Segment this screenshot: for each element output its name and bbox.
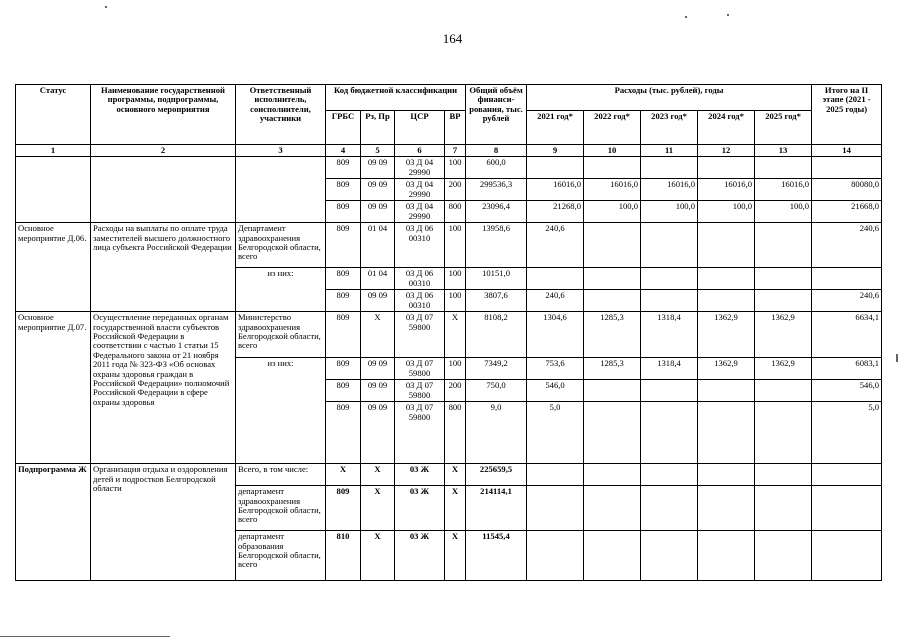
total-cell: 8108,2 [466,312,527,358]
itogo-cell: 6634,1 [812,312,882,358]
rzpr-cell: 09 09 [361,290,395,312]
column-number: 14 [812,145,882,157]
grbs-cell: 809 [326,486,361,531]
csr-cell: 03 Д 06 00310 [395,268,445,290]
name-cell: Организация отдыха и оздоровления детей и подростков Белгородской области [91,464,236,581]
vr-cell: 800 [445,402,466,464]
header-year-2025: 2025 год* [755,111,812,145]
year-2022-cell [584,531,641,581]
table-row [16,312,882,358]
year-2025-cell [755,268,812,290]
year-2023-cell: 1318,4 [641,312,698,358]
year-2022-cell [584,223,641,268]
column-number: 10 [584,145,641,157]
itogo-cell: 546,0 [812,380,882,402]
rzpr-cell: 09 09 [361,402,395,464]
year-2022-cell [584,402,641,464]
year-2022-cell [584,268,641,290]
header-year-2022: 2022 год* [584,111,641,145]
year-2022-cell [584,380,641,402]
rzpr-cell: Х [361,464,395,486]
year-2022-cell: 16016,0 [584,179,641,201]
header-expenses: Расходы (тыс. рублей), годы [527,85,812,111]
itogo-cell [812,464,882,486]
grbs-cell: 809 [326,157,361,179]
csr-cell: 03 Д 06 00310 [395,290,445,312]
year-2023-cell [641,380,698,402]
year-2025-cell [755,402,812,464]
itogo-cell: 5,0 [812,402,882,464]
table-row [16,157,882,179]
rzpr-cell: 01 04 [361,268,395,290]
csr-cell: 03 Д 04 29990 [395,157,445,179]
vr-cell: 200 [445,380,466,402]
csr-cell: 03 Д 04 29990 [395,179,445,201]
year-2022-cell: 1285,3 [584,358,641,380]
rzpr-cell: 09 09 [361,358,395,380]
table-row [16,464,882,486]
year-2025-cell: 100,0 [755,201,812,223]
csr-cell: 03 Ж [395,464,445,486]
year-2025-cell: 16016,0 [755,179,812,201]
total-cell: 13958,6 [466,223,527,268]
header-rzpr: Рз, Пр [361,111,395,145]
year-2021-cell: 240,6 [527,290,584,312]
rzpr-cell: 09 09 [361,380,395,402]
csr-cell: 03 Д 07 59800 [395,402,445,464]
year-2024-cell [698,290,755,312]
grbs-cell: 809 [326,358,361,380]
vr-cell: Х [445,486,466,531]
year-2024-cell [698,402,755,464]
year-2023-cell [641,268,698,290]
grbs-cell: 809 [326,268,361,290]
csr-cell: 03 Д 06 00310 [395,223,445,268]
name-cell: Осуществление переданных органам государственной власти субъектов Российской Федерации в соответствии с частью 1 статьи 15 Федерального закона от 21 ноября 2011 года № 323-ФЗ «Об основах охраны здоровья граждан в Российской Федерации» полномочий Российской Федерации в сфере охраны здоровья [91,312,236,464]
itogo-cell: 240,6 [812,223,882,268]
executor-cell: Министерство здравоохранения Белгородской области, всего [236,312,326,358]
year-2021-cell: 21268,0 [527,201,584,223]
csr-cell: 03 Ж [395,531,445,581]
year-2025-cell [755,290,812,312]
year-2024-cell: 16016,0 [698,179,755,201]
year-2021-cell: 5,0 [527,402,584,464]
year-2023-cell [641,402,698,464]
itogo-cell: 80080,0 [812,179,882,201]
year-2023-cell [641,486,698,531]
grbs-cell: 809 [326,312,361,358]
scan-mark [896,354,898,362]
column-number: 6 [395,145,445,157]
header-year-2021: 2021 год* [527,111,584,145]
grbs-cell: 810 [326,531,361,581]
year-2023-cell [641,223,698,268]
header-budget-code: Код бюджетной классификации [326,85,466,111]
scan-line [0,636,170,637]
year-2024-cell: 1362,9 [698,312,755,358]
itogo-cell: 21668,0 [812,201,882,223]
total-cell: 299536,3 [466,179,527,201]
grbs-cell: 809 [326,223,361,268]
vr-cell: Х [445,312,466,358]
column-number: 8 [466,145,527,157]
year-2023-cell [641,157,698,179]
total-cell: 23096,4 [466,201,527,223]
scan-mark [727,14,729,16]
vr-cell: 800 [445,201,466,223]
grbs-cell: 809 [326,179,361,201]
grbs-cell: 809 [326,290,361,312]
year-2022-cell [584,464,641,486]
year-2021-cell [527,464,584,486]
year-2021-cell [527,268,584,290]
column-number: 1 [16,145,91,157]
vr-cell: 100 [445,157,466,179]
year-2025-cell [755,531,812,581]
executor-cell: Всего, в том числе: [236,464,326,486]
year-2025-cell: 1362,9 [755,312,812,358]
year-2024-cell [698,531,755,581]
year-2021-cell [527,157,584,179]
itogo-cell: 240,6 [812,290,882,312]
itogo-cell [812,268,882,290]
rzpr-cell: 09 09 [361,157,395,179]
year-2025-cell [755,486,812,531]
year-2023-cell [641,290,698,312]
column-number: 7 [445,145,466,157]
csr-cell: 03 Д 07 59800 [395,358,445,380]
column-number: 3 [236,145,326,157]
itogo-cell: 6083,1 [812,358,882,380]
vr-cell: 100 [445,223,466,268]
year-2024-cell [698,223,755,268]
status-cell [16,157,91,223]
year-2025-cell [755,464,812,486]
year-2025-cell [755,223,812,268]
grbs-cell: 809 [326,402,361,464]
year-2022-cell [584,486,641,531]
year-2022-cell: 1285,3 [584,312,641,358]
budget-table [15,84,882,581]
year-2024-cell [698,157,755,179]
status-cell: Подпрограмма Ж [16,464,91,581]
header-name: Наименование государственной программы, подпрограммы, основного мероприятия [91,85,236,145]
year-2022-cell [584,157,641,179]
page-number: 164 [442,31,463,46]
grbs-cell: 809 [326,201,361,223]
vr-cell: Х [445,464,466,486]
column-number: 13 [755,145,812,157]
column-number: 4 [326,145,361,157]
year-2025-cell [755,157,812,179]
header-status: Статус [16,85,91,145]
vr-cell: 100 [445,358,466,380]
executor-cell: департамент здравоохранения Белгородской области, всего [236,486,326,531]
total-cell: 225659,5 [466,464,527,486]
column-number: 9 [527,145,584,157]
csr-cell: 03 Д 04 29990 [395,201,445,223]
rzpr-cell: 09 09 [361,179,395,201]
header-grbs: ГРБС [326,111,361,145]
table-row [16,223,882,268]
total-cell: 7349,2 [466,358,527,380]
total-cell: 214114,1 [466,486,527,531]
name-cell [91,157,236,223]
column-number-row [16,145,882,157]
header-itogo: Итого на II этапе (2021 - 2025 годы) [812,85,882,145]
year-2025-cell: 1362,9 [755,358,812,380]
itogo-cell [812,531,882,581]
itogo-cell [812,157,882,179]
year-2024-cell [698,464,755,486]
rzpr-cell: 01 04 [361,223,395,268]
year-2021-cell [527,486,584,531]
rzpr-cell: Х [361,486,395,531]
csr-cell: 03 Д 07 59800 [395,380,445,402]
year-2021-cell [527,531,584,581]
year-2025-cell [755,380,812,402]
year-2021-cell: 546,0 [527,380,584,402]
year-2023-cell [641,531,698,581]
year-2024-cell [698,268,755,290]
total-cell: 9,0 [466,402,527,464]
total-cell: 10151,0 [466,268,527,290]
rzpr-cell: 09 09 [361,201,395,223]
header-executor: Ответственный исполнитель, соисполнители, участники [236,85,326,145]
grbs-cell: Х [326,464,361,486]
year-2022-cell [584,290,641,312]
executor-cell: департамент образования Белгородской области, всего [236,531,326,581]
status-cell: Основное мероприятие Д.07. [16,312,91,464]
vr-cell: 200 [445,179,466,201]
year-2024-cell: 1362,9 [698,358,755,380]
year-2021-cell: 753,6 [527,358,584,380]
column-number: 5 [361,145,395,157]
column-number: 11 [641,145,698,157]
header-csr: ЦСР [395,111,445,145]
total-cell: 750,0 [466,380,527,402]
rzpr-cell: Х [361,312,395,358]
executor-cell: из них: [236,268,326,312]
total-cell: 600,0 [466,157,527,179]
column-number: 2 [91,145,236,157]
header-year-2023: 2023 год* [641,111,698,145]
executor-cell [236,157,326,223]
status-cell: Основное мероприятие Д.06. [16,223,91,312]
rzpr-cell: Х [361,531,395,581]
column-number: 12 [698,145,755,157]
scan-mark [685,16,687,18]
grbs-cell: 809 [326,380,361,402]
itogo-cell [812,486,882,531]
year-2024-cell [698,380,755,402]
year-2024-cell [698,486,755,531]
header-total: Общий объём финанси-рования, тыс. рублей [466,85,527,145]
total-cell: 3807,6 [466,290,527,312]
vr-cell: 100 [445,268,466,290]
total-cell: 11545,4 [466,531,527,581]
header-vr: ВР [445,111,466,145]
vr-cell: Х [445,531,466,581]
year-2023-cell: 16016,0 [641,179,698,201]
year-2023-cell: 1318,4 [641,358,698,380]
year-2022-cell: 100,0 [584,201,641,223]
csr-cell: 03 Ж [395,486,445,531]
executor-cell: из них: [236,358,326,464]
year-2024-cell: 100,0 [698,201,755,223]
year-2023-cell [641,464,698,486]
year-2021-cell: 1304,6 [527,312,584,358]
name-cell: Расходы на выплаты по оплате труда заместителей высшего должностного лица субъекта Российской Федерации [91,223,236,312]
scan-mark [105,6,107,8]
header-year-2024: 2024 год* [698,111,755,145]
executor-cell: Департамент здравоохранения Белгородской области, всего [236,223,326,268]
year-2021-cell: 16016,0 [527,179,584,201]
csr-cell: 03 Д 07 59800 [395,312,445,358]
year-2023-cell: 100,0 [641,201,698,223]
vr-cell: 100 [445,290,466,312]
year-2021-cell: 240,6 [527,223,584,268]
